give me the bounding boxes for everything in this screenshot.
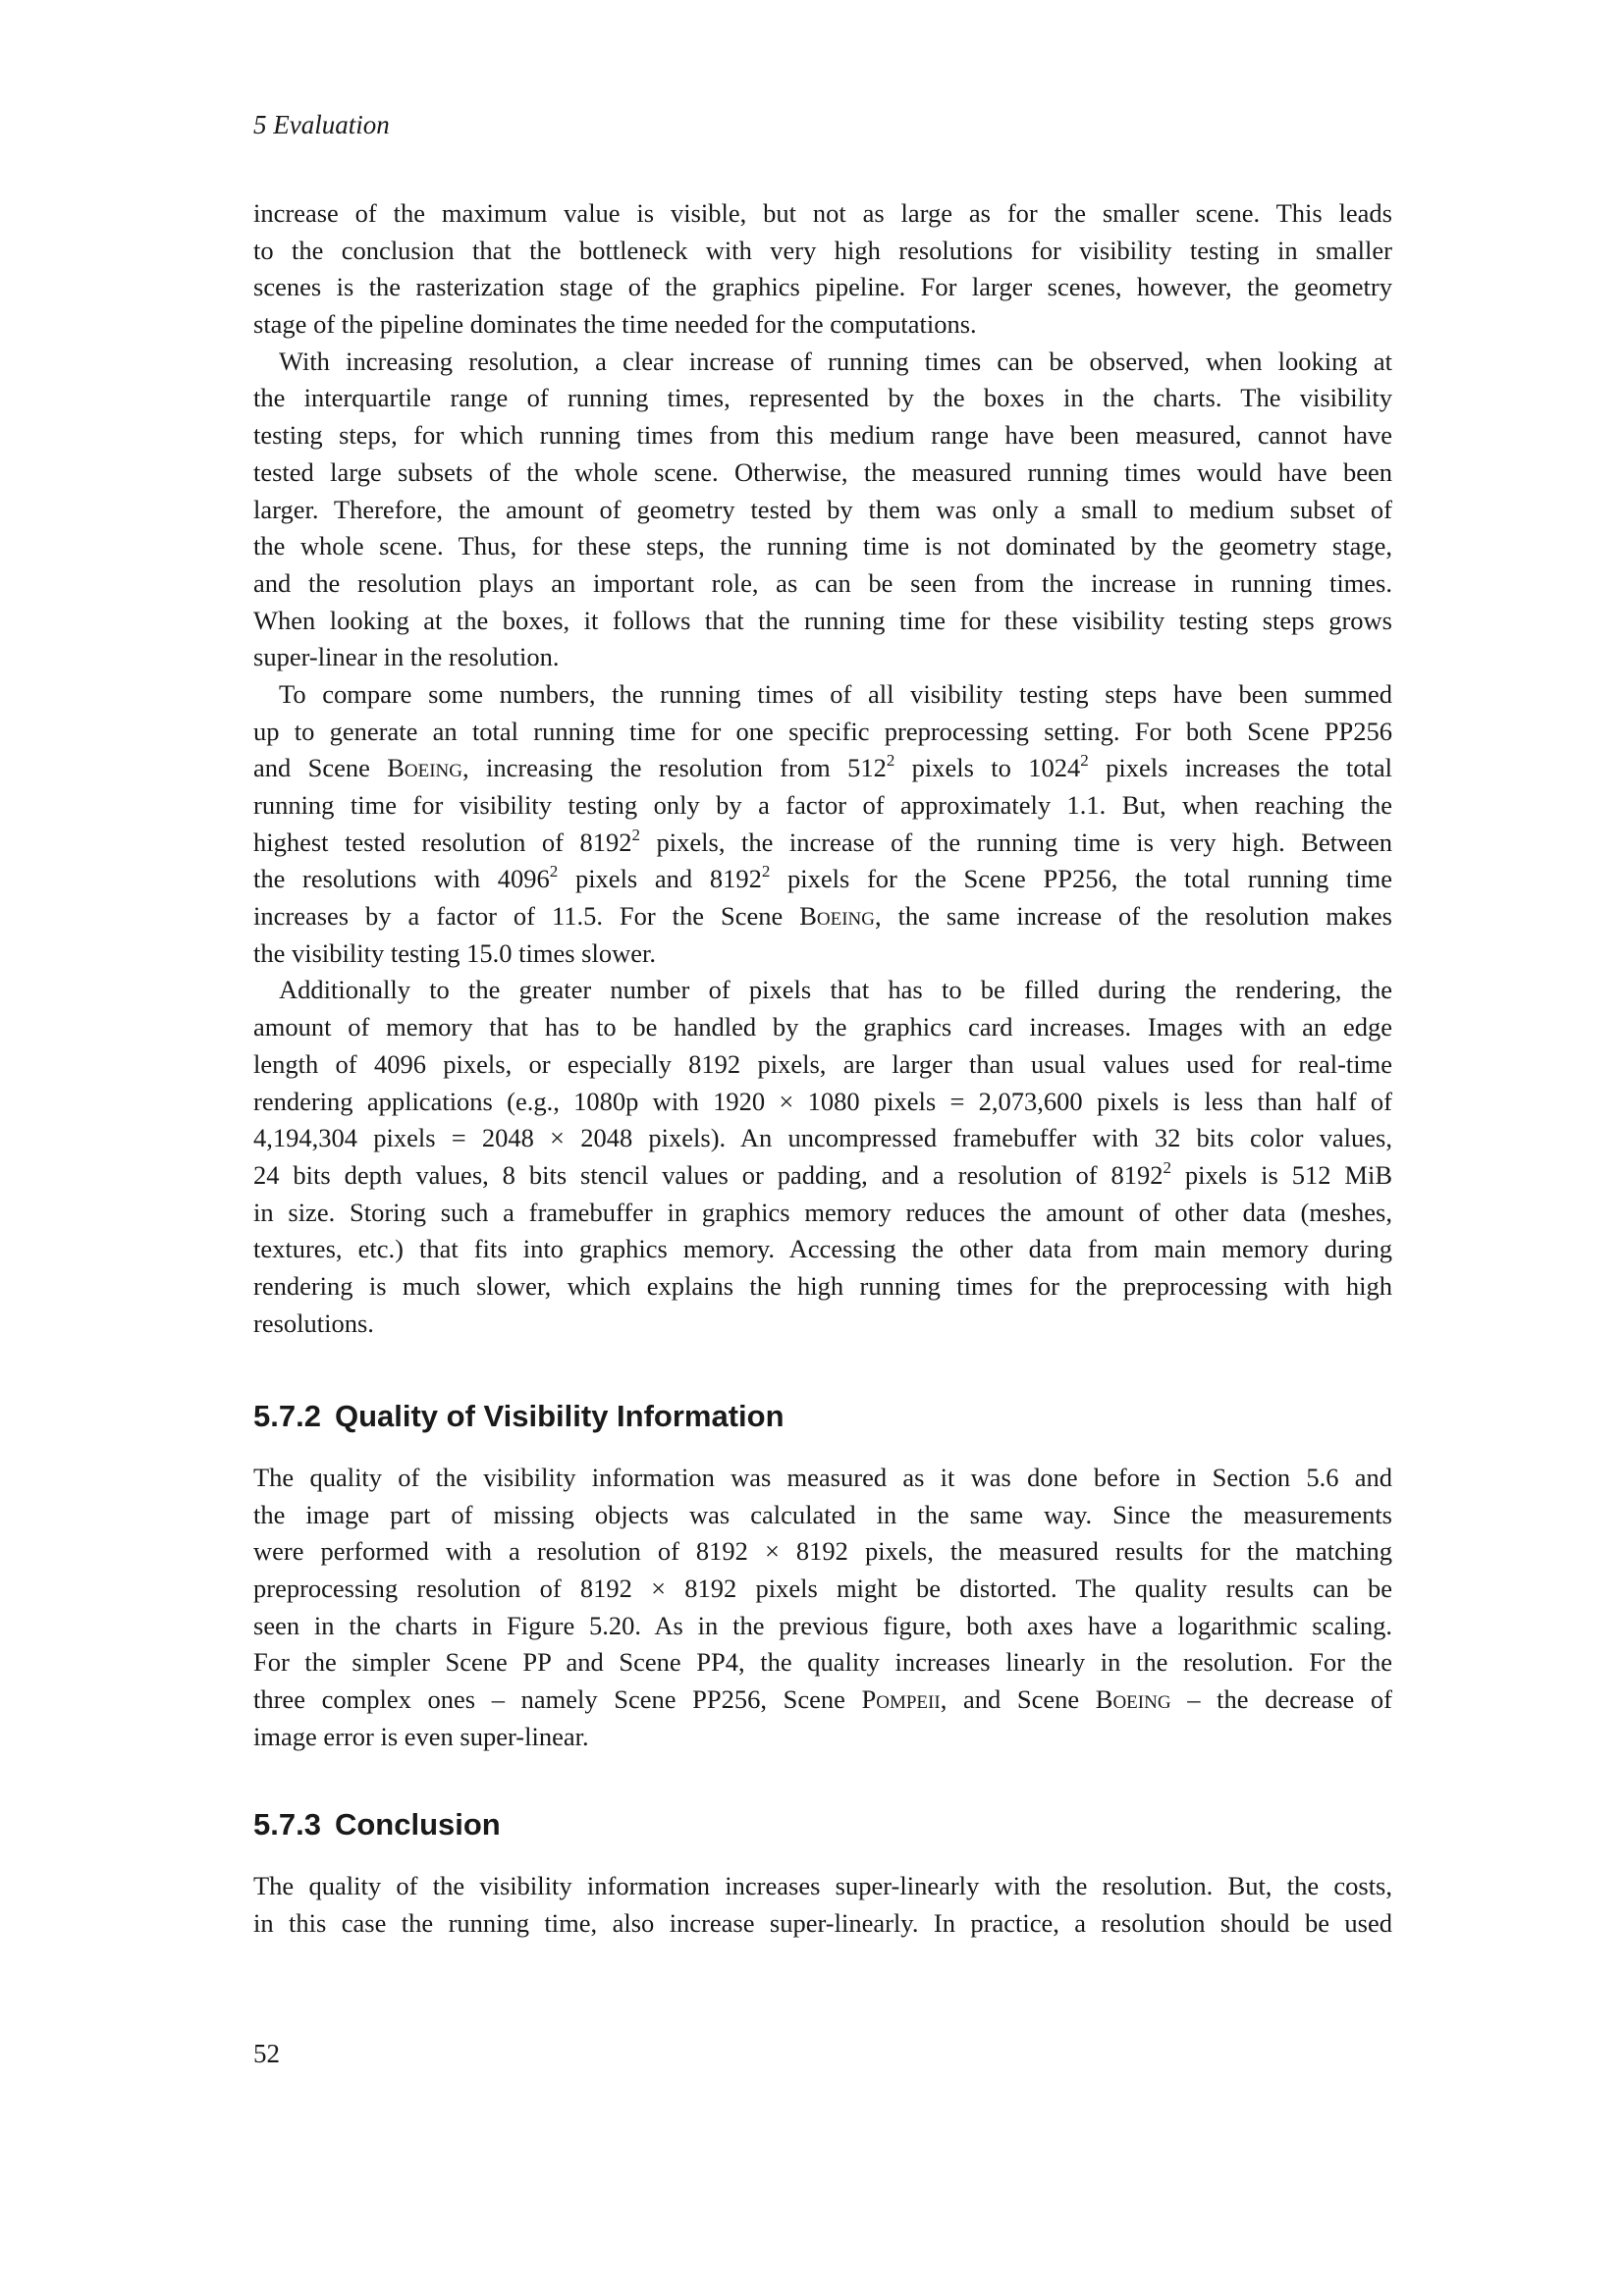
text-line: [253, 528, 1392, 565]
text-run: amount of memory that has to be handled by the graphics card increases. Images with an edge: [253, 1012, 1392, 1042]
text-line: [253, 1195, 1392, 1232]
text-run: rendering applications (e.g., 1080p with 1920 × 1080 pixels = 2,073,600 pixels is less than half of: [253, 1086, 1392, 1116]
text-run: For the simpler Scene PP and Scene PP4, the quality increases linearly in the resolution. For the: [253, 1647, 1392, 1678]
text-run: pixels to 1024: [894, 753, 1081, 783]
text-line: [253, 861, 1392, 898]
text-line: [253, 1084, 1392, 1121]
text-line: [253, 1571, 1392, 1608]
text-run: increases by a factor of 11.5. For the Scene: [253, 901, 800, 932]
text-line: [253, 787, 1392, 825]
text-run: and Scene: [253, 753, 388, 783]
text-run: the image part of missing objects was calculated in the same way. Since the measurements: [253, 1499, 1392, 1529]
text-run: pixels and 8192: [558, 864, 762, 894]
text-run: textures, etc.) that fits into graphics memory. Accessing the other data from main memory during: [253, 1234, 1392, 1264]
text-run: in this case the running time, also increase super-linearly. In practice, a resolution should be used: [253, 1907, 1392, 1938]
text-line: [253, 1009, 1392, 1046]
text-line: [253, 1608, 1392, 1645]
text-line: [253, 1719, 1392, 1756]
text-line: [253, 1460, 1392, 1497]
text-run: pixels for the Scene PP256, the total running time: [770, 864, 1392, 894]
text-line: [253, 306, 1392, 344]
text-run: the visibility testing 15.0 times slower.: [253, 937, 656, 968]
text-run: seen in the charts in Figure 5.20. As in the previous figure, both axes have a logarithmic scaling.: [253, 1610, 1392, 1640]
text-line: [253, 454, 1392, 492]
text-line: [253, 417, 1392, 454]
text-line: [253, 1157, 1392, 1195]
page-number: 52: [253, 2039, 280, 2068]
small-caps-name: Boeing: [1095, 1684, 1171, 1715]
section-title: Quality of Visibility Information: [334, 1399, 785, 1433]
text-run: image error is even super-linear.: [253, 1721, 589, 1751]
paragraph-4: [253, 972, 1392, 1342]
text-run: length of 4096 pixels, or especially 8192 pixels, are larger than usual values used for real-time: [253, 1048, 1392, 1079]
text-line: [253, 972, 1392, 1009]
text-run: pixels is 512 MiB: [1170, 1159, 1393, 1190]
text-run: 24 bits depth values, 8 bits stencil values or padding, and a resolution of 8192: [253, 1159, 1164, 1190]
text-run: preprocessing resolution of 8192 × 8192 pixels might be distorted. The quality results can be: [253, 1574, 1392, 1604]
superscript: 2: [1080, 751, 1089, 771]
text-line: [253, 898, 1392, 935]
paragraph: [253, 1868, 1392, 1942]
text-run: resolutions.: [253, 1308, 374, 1338]
text-run: increase of the maximum value is visible, but not as large as for the smaller scene. This leads: [253, 198, 1392, 228]
text-line: [253, 1046, 1392, 1084]
section-5-7-3-paragraph: [253, 1868, 1392, 1942]
superscript: 2: [549, 862, 559, 881]
text-run: up to generate an total running time for one specific preprocessing setting. For both Scene PP256: [253, 716, 1392, 746]
text-run: tested large subsets of the whole scene. Otherwise, the measured running times would have been: [253, 456, 1392, 487]
text-run: 4,194,304 pixels = 2048 × 2048 pixels). An uncompressed framebuffer with 32 bits color values,: [253, 1123, 1392, 1153]
text-run: rendering is much slower, which explains the high running times for the preprocessing with high: [253, 1270, 1392, 1301]
text-line: [253, 1905, 1392, 1943]
superscript: 2: [761, 862, 771, 881]
small-caps-name: Pompeii: [861, 1684, 941, 1715]
section-number: 5.7.2: [253, 1399, 321, 1433]
text-line: [253, 1497, 1392, 1534]
text-run: larger. Therefore, the amount of geometry tested by them was only a small to medium subset of: [253, 494, 1392, 524]
text-line: [253, 1644, 1392, 1682]
superscript: 2: [1163, 1157, 1171, 1177]
paragraph: [253, 1460, 1392, 1756]
text-run: the whole scene. Thus, for these steps, the running time is not dominated by the geometry stage,: [253, 531, 1392, 561]
superscript: 2: [886, 751, 895, 771]
text-line: [253, 750, 1392, 787]
paragraph-2: [253, 344, 1392, 676]
text-line: [253, 565, 1392, 603]
text-run: and the resolution plays an important role, as can be seen from the increase in running times.: [253, 567, 1392, 598]
text-run: the interquartile range of running times, represented by the boxes in the charts. The visibility: [253, 383, 1392, 413]
text-line: [253, 676, 1392, 714]
text-line: [253, 1231, 1392, 1268]
text-run: When looking at the boxes, it follows that the running time for these visibility testing steps grows: [253, 605, 1392, 635]
text-line: [253, 825, 1392, 862]
text-run: were performed with a resolution of 8192 × 8192 pixels, the measured results for the matching: [253, 1536, 1392, 1567]
text-line: [253, 380, 1392, 417]
text-run: pixels increases the total: [1088, 753, 1392, 783]
text-line: [253, 1533, 1392, 1571]
small-caps-name: Boeing: [799, 901, 875, 932]
text-run: three complex ones – namely Scene PP256, Scene: [253, 1684, 862, 1715]
superscript: 2: [631, 825, 640, 844]
text-run: , the same increase of the resolution makes: [875, 901, 1392, 932]
text-run: to the conclusion that the bottleneck with very high resolutions for visibility testing in smaller: [253, 235, 1392, 265]
text-run: in size. Storing such a framebuffer in graphics memory reduces the amount of other data (meshes,: [253, 1197, 1392, 1227]
text-line: [253, 269, 1392, 306]
text-run: The quality of the visibility information increases super-linearly with the resolution. But, the costs,: [253, 1871, 1392, 1900]
text-run: stage of the pipeline dominates the time needed for the computations.: [253, 309, 977, 340]
text-line: [253, 1306, 1392, 1343]
text-line: [253, 233, 1392, 270]
text-run: , increasing the resolution from 512: [462, 753, 887, 783]
text-run: testing steps, for which running times from this medium range have been measured, cannot have: [253, 420, 1392, 451]
text-run: With increasing resolution, a clear increase of running times can be observed, when looking at: [279, 346, 1392, 376]
text-line: [253, 1868, 1392, 1905]
paragraph-1: [253, 195, 1392, 344]
text-run: , and Scene: [940, 1684, 1096, 1715]
text-line: [253, 195, 1392, 233]
text-line: [253, 1682, 1392, 1719]
body-paragraphs: [253, 195, 1392, 1342]
running-header: 5 Evaluation: [253, 110, 390, 139]
text-line: [253, 1268, 1392, 1306]
text-run: To compare some numbers, the running times of all visibility testing steps have been summed: [279, 678, 1392, 709]
text-line: [253, 492, 1392, 529]
text-line: [253, 935, 1392, 973]
text-line: [253, 1120, 1392, 1157]
text-run: Additionally to the greater number of pixels that has to be filled during the rendering, the: [279, 975, 1392, 1005]
text-line: [253, 639, 1392, 676]
section-5-7-2-paragraph: [253, 1460, 1392, 1756]
text-run: the resolutions with 4096: [253, 864, 550, 894]
section-title: Conclusion: [334, 1807, 501, 1842]
small-caps-name: Boeing: [387, 753, 462, 783]
text-run: pixels, the increase of the running time is very high. Between: [640, 827, 1392, 857]
text-line: [253, 714, 1392, 751]
section-heading-5-7-2: [253, 1399, 1392, 1434]
paragraph-3: [253, 676, 1392, 973]
text-run: super-linear in the resolution.: [253, 642, 560, 672]
text-run: The quality of the visibility information was measured as it was done before in Section 5.6 and: [253, 1463, 1392, 1492]
section-heading-5-7-3: [253, 1807, 1392, 1842]
text-run: running time for visibility testing only by a factor of approximately 1.1. But, when reaching the: [253, 790, 1392, 820]
text-line: [253, 603, 1392, 640]
text-run: – the decrease of: [1170, 1684, 1392, 1715]
text-line: [253, 344, 1392, 381]
text-run: scenes is the rasterization stage of the graphics pipeline. For larger scenes, however, the geometry: [253, 272, 1392, 302]
section-number: 5.7.3: [253, 1807, 321, 1842]
text-run: highest tested resolution of 8192: [253, 827, 632, 857]
